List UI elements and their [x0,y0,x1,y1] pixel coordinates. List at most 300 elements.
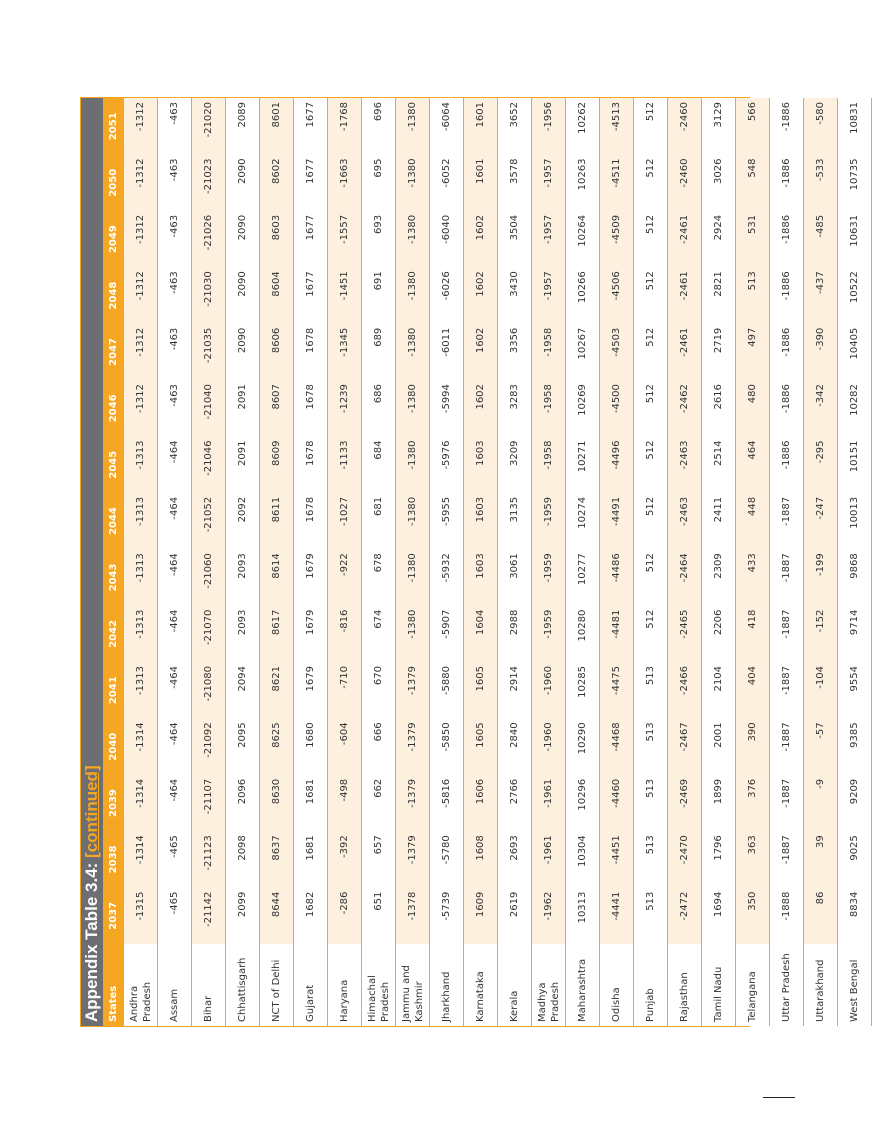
value-cell: 2840 [498,718,532,774]
value-cell: -4468 [600,718,634,774]
value-cell: 1678 [294,380,328,436]
value-cell: -463 [158,155,192,211]
value-cell: -1313 [124,606,158,662]
value-cell: 1602 [464,324,498,380]
value-cell: -5850 [430,718,464,774]
value-cell: -1557 [328,211,362,267]
value-cell: 10277 [566,549,600,605]
value-cell: 1603 [464,549,498,605]
value-cell: 1602 [464,267,498,323]
value-cell: -922 [328,549,362,605]
value-cell: 693 [362,211,396,267]
value-cell: 10264 [566,211,600,267]
value-cell: 2766 [498,775,532,831]
value-cell: 1681 [294,831,328,887]
state-name-cell: Gujarat [294,944,328,1026]
value-cell: -1961 [532,831,566,887]
value-cell: 10304 [566,831,600,887]
value-cell: 2821 [702,267,736,323]
value-cell: 3026 [702,155,736,211]
value-cell: 512 [634,380,668,436]
value-cell: -1313 [124,662,158,718]
state-name-cell: Uttar Pradesh [770,944,804,1026]
value-cell: 512 [634,155,668,211]
value-cell: 1677 [294,211,328,267]
value-cell: 512 [634,267,668,323]
value-cell: 10262 [566,98,600,155]
value-cell: 480 [736,380,770,436]
value-cell: 695 [362,155,396,211]
state-name-cell: Uttarakhand [804,944,838,1026]
value-cell: -1956 [532,98,566,155]
value-cell: -57 [804,718,838,774]
value-cell: -21080 [192,662,226,718]
value-cell: 2924 [702,211,736,267]
value-cell: -247 [804,493,838,549]
value-cell: -2464 [668,549,702,605]
value-cell: 670 [362,662,396,718]
value-cell: -604 [328,718,362,774]
value-cell: -2460 [668,98,702,155]
value-cell: 3652 [498,98,532,155]
table-row [770,98,804,1026]
value-cell: -1380 [396,267,430,323]
value-cell: -463 [158,98,192,155]
value-cell: -5780 [430,831,464,887]
value-cell: -464 [158,436,192,492]
value-cell: 8609 [260,436,294,492]
value-cell: -1887 [770,493,804,549]
value-cell: 350 [736,888,770,944]
value-cell: 10280 [566,606,600,662]
value-cell: 1680 [294,718,328,774]
value-cell: -21142 [192,888,226,944]
value-cell: -6026 [430,267,464,323]
value-cell: -1345 [328,324,362,380]
state-name-cell: Haryana [328,944,362,1026]
value-cell: -5955 [430,493,464,549]
value-cell: 686 [362,380,396,436]
value-cell: 689 [362,324,396,380]
value-cell: -1887 [770,775,804,831]
value-cell: -21060 [192,549,226,605]
title-continued: [continued] [82,765,101,858]
value-cell: 1679 [294,662,328,718]
value-cell: 1603 [464,493,498,549]
value-cell: -1886 [770,211,804,267]
state-name-cell: Madhya Pradesh [532,944,566,1026]
state-name-cell: West Bengal [838,944,872,1026]
value-cell: -5880 [430,662,464,718]
value-cell: -295 [804,436,838,492]
value-cell: -463 [158,211,192,267]
value-cell: 2093 [226,549,260,605]
value-cell: -21046 [192,436,226,492]
table-title [81,98,103,1026]
value-cell: -4460 [600,775,634,831]
value-cell: -6064 [430,98,464,155]
value-cell: -21023 [192,155,226,211]
table-row [668,98,702,1026]
value-cell: -4475 [600,662,634,718]
table-row [362,98,396,1026]
value-cell: 2089 [226,98,260,155]
value-cell: 2090 [226,324,260,380]
value-cell: 2206 [702,606,736,662]
value-cell: -1887 [770,606,804,662]
value-cell: -1888 [770,888,804,944]
value-cell: -437 [804,267,838,323]
column-header-year: 2047 [103,324,124,380]
value-cell: -21035 [192,324,226,380]
value-cell: 1678 [294,436,328,492]
value-cell: 512 [634,211,668,267]
value-cell: -1380 [396,606,430,662]
value-cell: -9 [804,775,838,831]
value-cell: 531 [736,211,770,267]
value-cell: -1663 [328,155,362,211]
value-cell: 1605 [464,718,498,774]
value-cell: -21092 [192,718,226,774]
value-cell: -21020 [192,98,226,155]
table-row [566,98,600,1026]
value-cell: 2090 [226,211,260,267]
value-cell: 8607 [260,380,294,436]
value-cell: 662 [362,775,396,831]
value-cell: -1768 [328,98,362,155]
value-cell: 678 [362,549,396,605]
value-cell: -2463 [668,493,702,549]
column-header-year: 2042 [103,606,124,662]
value-cell: -5816 [430,775,464,831]
table-row [430,98,464,1026]
value-cell: 9714 [838,606,872,662]
value-cell: -1312 [124,267,158,323]
value-cell: 2096 [226,775,260,831]
value-cell: 8606 [260,324,294,380]
value-cell: -4451 [600,831,634,887]
table-row [498,98,532,1026]
value-cell: -4500 [600,380,634,436]
value-cell: -463 [158,267,192,323]
value-cell: 3430 [498,267,532,323]
value-cell: 2616 [702,380,736,436]
value-cell: 2091 [226,436,260,492]
value-cell: 2099 [226,888,260,944]
value-cell: 2092 [226,493,260,549]
value-cell: -4509 [600,211,634,267]
value-cell: -2469 [668,775,702,831]
value-cell: -4513 [600,98,634,155]
value-cell: 1608 [464,831,498,887]
value-cell: -1886 [770,324,804,380]
value-cell: 10274 [566,493,600,549]
value-cell: 512 [634,606,668,662]
value-cell: -1314 [124,775,158,831]
value-cell: -2472 [668,888,702,944]
data-table [103,98,872,1026]
column-header-states: States [103,944,124,1026]
value-cell: 548 [736,155,770,211]
value-cell: 2309 [702,549,736,605]
value-cell: -580 [804,98,838,155]
value-cell: 512 [634,98,668,155]
state-name-cell: Maharashtra [566,944,600,1026]
state-name-cell: Assam [158,944,192,1026]
value-cell: -464 [158,606,192,662]
value-cell: 1682 [294,888,328,944]
value-cell: 1602 [464,380,498,436]
value-cell: -1959 [532,493,566,549]
table-row [124,98,158,1026]
value-cell: -710 [328,662,362,718]
table-row [294,98,328,1026]
value-cell: 1604 [464,606,498,662]
state-name-cell: Jharkhand [430,944,464,1026]
value-cell: -2463 [668,436,702,492]
value-cell: -1887 [770,718,804,774]
value-cell: 86 [804,888,838,944]
value-cell: 390 [736,718,770,774]
state-name-cell: Odisha [600,944,634,1026]
value-cell: 512 [634,493,668,549]
value-cell: -6011 [430,324,464,380]
value-cell: -1379 [396,662,430,718]
value-cell: 1677 [294,267,328,323]
value-cell: -6052 [430,155,464,211]
value-cell: -5932 [430,549,464,605]
value-cell: 2719 [702,324,736,380]
value-cell: -5907 [430,606,464,662]
value-cell: 512 [634,324,668,380]
column-header-year: 2051 [103,98,124,155]
value-cell: 8625 [260,718,294,774]
value-cell: -533 [804,155,838,211]
value-cell: -1379 [396,775,430,831]
value-cell: 8834 [838,888,872,944]
value-cell: -463 [158,380,192,436]
state-name-cell: Telangana [736,944,770,1026]
value-cell: 9385 [838,718,872,774]
value-cell: -1027 [328,493,362,549]
value-cell: -1959 [532,606,566,662]
value-cell: -1380 [396,493,430,549]
value-cell: 10735 [838,155,872,211]
value-cell: 651 [362,888,396,944]
column-header-year: 2044 [103,493,124,549]
value-cell: 464 [736,436,770,492]
table-row [804,98,838,1026]
value-cell: 10313 [566,888,600,944]
value-cell: -4506 [600,267,634,323]
value-cell: 10013 [838,493,872,549]
value-cell: -1378 [396,888,430,944]
state-name-cell: Jammu and Kashmir [396,944,430,1026]
value-cell: 3061 [498,549,532,605]
value-cell: 2988 [498,606,532,662]
value-cell: -1380 [396,380,430,436]
value-cell: 1899 [702,775,736,831]
value-cell: -2461 [668,211,702,267]
state-name-cell: Punjab [634,944,668,1026]
value-cell: -21107 [192,775,226,831]
value-cell: 684 [362,436,396,492]
value-cell: -816 [328,606,362,662]
value-cell: 8602 [260,155,294,211]
value-cell: -6040 [430,211,464,267]
value-cell: -1313 [124,493,158,549]
table-row [736,98,770,1026]
value-cell: 2094 [226,662,260,718]
value-cell: -463 [158,324,192,380]
value-cell: 513 [634,831,668,887]
value-cell: 418 [736,606,770,662]
value-cell: -1314 [124,718,158,774]
column-header-year: 2039 [103,775,124,831]
value-cell: -1239 [328,380,362,436]
value-cell: 2411 [702,493,736,549]
value-cell: 513 [634,888,668,944]
table-row [532,98,566,1026]
value-cell: 10405 [838,324,872,380]
value-cell: 1601 [464,155,498,211]
value-cell: 1694 [702,888,736,944]
column-header-year: 2041 [103,662,124,718]
value-cell: 8614 [260,549,294,605]
state-name-cell: Tamil Nadu [702,944,736,1026]
value-cell: -1379 [396,831,430,887]
column-header-year: 2048 [103,267,124,323]
value-cell: 2093 [226,606,260,662]
state-name-cell: Himachal Pradesh [362,944,396,1026]
value-cell: -21026 [192,211,226,267]
value-cell: -485 [804,211,838,267]
table-row [192,98,226,1026]
value-cell: 2104 [702,662,736,718]
value-cell: 3504 [498,211,532,267]
value-cell: 8611 [260,493,294,549]
value-cell: 513 [634,662,668,718]
value-cell: 10631 [838,211,872,267]
value-cell: -1886 [770,380,804,436]
value-cell: 1679 [294,606,328,662]
column-header-year: 2050 [103,155,124,211]
table-row [634,98,668,1026]
value-cell: 8644 [260,888,294,944]
value-cell: 2095 [226,718,260,774]
value-cell: -1958 [532,380,566,436]
value-cell: -2462 [668,380,702,436]
value-cell: -390 [804,324,838,380]
value-cell: 376 [736,775,770,831]
value-cell: 433 [736,549,770,605]
value-cell: 39 [804,831,838,887]
appendix-table-3-4 [80,97,860,1027]
value-cell: -2461 [668,324,702,380]
value-cell: 10269 [566,380,600,436]
value-cell: -5739 [430,888,464,944]
value-cell: -1380 [396,324,430,380]
value-cell: -464 [158,775,192,831]
value-cell: -1312 [124,324,158,380]
page-footer-rule [763,1097,795,1098]
value-cell: -1312 [124,211,158,267]
value-cell: -286 [328,888,362,944]
table-row [600,98,634,1026]
value-cell: -1451 [328,267,362,323]
value-cell: 2090 [226,267,260,323]
value-cell: -4503 [600,324,634,380]
table-row [328,98,362,1026]
value-cell: 674 [362,606,396,662]
table-row [260,98,294,1026]
value-cell: 10267 [566,324,600,380]
state-name-cell: Andhra Pradesh [124,944,158,1026]
value-cell: -1312 [124,98,158,155]
table-row [226,98,260,1026]
value-cell: -498 [328,775,362,831]
value-cell: -4511 [600,155,634,211]
value-cell: 513 [634,775,668,831]
value-cell: 513 [634,718,668,774]
value-cell: -2467 [668,718,702,774]
value-cell: -1133 [328,436,362,492]
value-cell: 8637 [260,831,294,887]
state-name-cell: Bihar [192,944,226,1026]
value-cell: 1679 [294,549,328,605]
value-cell: -4441 [600,888,634,944]
state-name-cell: Kerala [498,944,532,1026]
value-cell: 512 [634,549,668,605]
value-cell: 3356 [498,324,532,380]
value-cell: 2914 [498,662,532,718]
value-cell: 2001 [702,718,736,774]
value-cell: -392 [328,831,362,887]
value-cell: 566 [736,98,770,155]
value-cell: -465 [158,888,192,944]
value-cell: -21052 [192,493,226,549]
value-cell: -1957 [532,267,566,323]
value-cell: -464 [158,718,192,774]
value-cell: 3135 [498,493,532,549]
value-cell: -1958 [532,436,566,492]
column-header-year: 2049 [103,211,124,267]
value-cell: -1959 [532,549,566,605]
value-cell: -464 [158,662,192,718]
value-cell: 696 [362,98,396,155]
value-cell: 1609 [464,888,498,944]
value-cell: 8604 [260,267,294,323]
column-header-year: 2038 [103,831,124,887]
value-cell: -464 [158,549,192,605]
value-cell: 8630 [260,775,294,831]
value-cell: 666 [362,718,396,774]
value-cell: 10151 [838,436,872,492]
value-cell: 10266 [566,267,600,323]
value-cell: 10271 [566,436,600,492]
value-cell: 3578 [498,155,532,211]
table-row [838,98,872,1026]
column-header-year: 2037 [103,888,124,944]
value-cell: -1886 [770,98,804,155]
value-cell: -4496 [600,436,634,492]
value-cell: -1315 [124,888,158,944]
value-cell: -1313 [124,436,158,492]
value-cell: 404 [736,662,770,718]
column-header-year: 2043 [103,549,124,605]
value-cell: -1886 [770,155,804,211]
value-cell: 1601 [464,98,498,155]
